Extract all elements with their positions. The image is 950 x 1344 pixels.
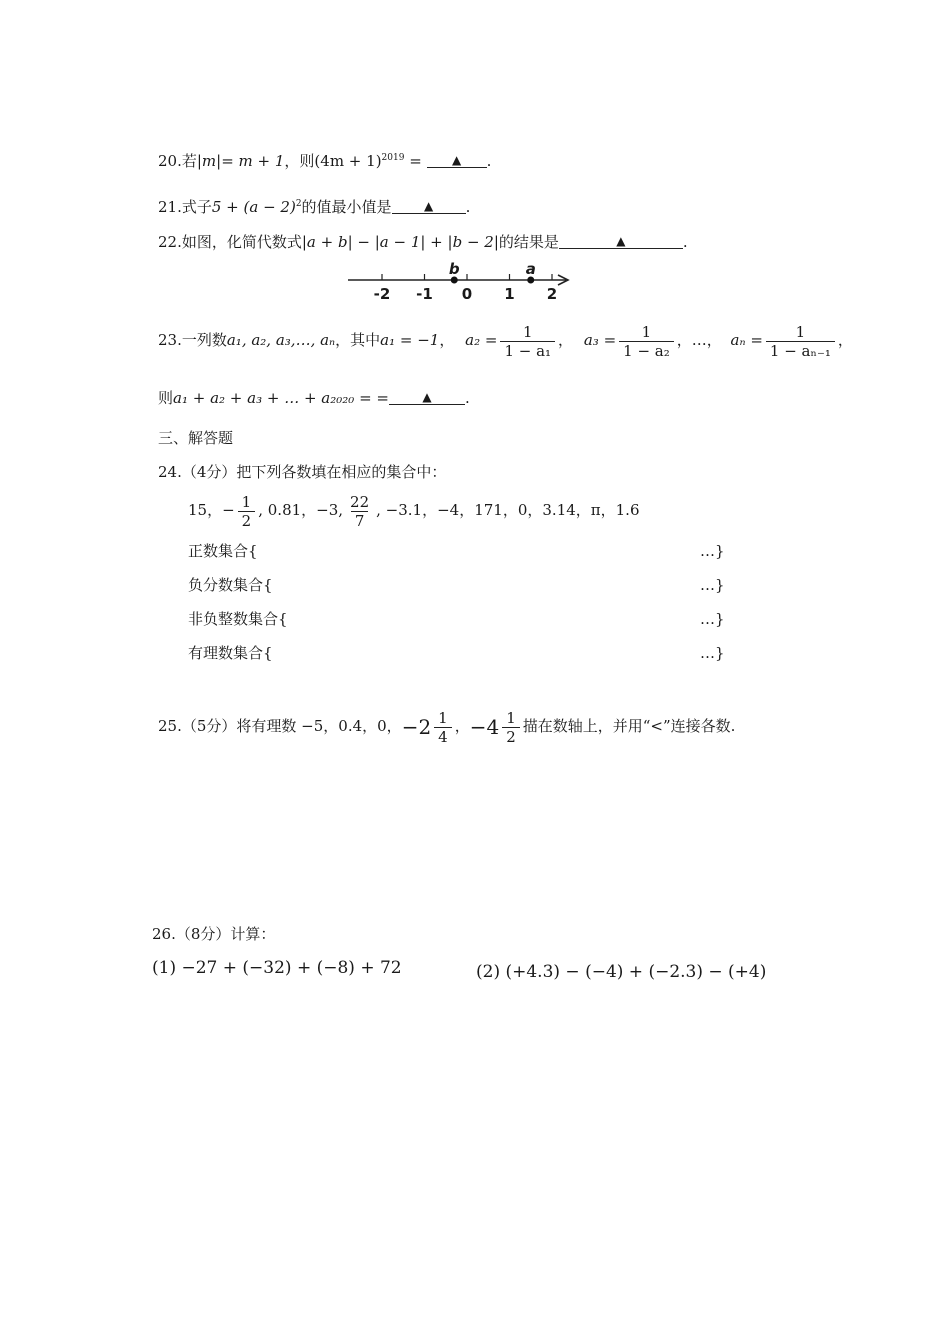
tick-label: -1 xyxy=(416,285,433,303)
q23-sequence: a₁, a₂, a₃,…, aₙ xyxy=(226,331,336,349)
fraction-numerator: 1 xyxy=(438,708,448,727)
tick-label: 0 xyxy=(461,285,473,303)
question-26-part2: (2) (+4.3) − (−4) + (−2.3) − (+4) xyxy=(476,962,767,982)
q20-condition: |m|= m + 1 xyxy=(196,152,285,170)
q24-nums-b: , 0.81，−3, xyxy=(258,501,344,519)
question-24-title: 24.（4分）把下列各数填在相应的集合中： xyxy=(158,463,447,481)
set-nonnegative-integer[interactable]: 非负整数集合{ xyxy=(188,610,288,628)
point-label-a: a xyxy=(525,260,536,278)
set-negative-fraction[interactable]: 负分数集合{ xyxy=(188,576,273,594)
set-rational-end: …} xyxy=(700,644,725,662)
fraction-denominator: 1 − a₂ xyxy=(619,341,674,360)
q23-a1: a₁ = −1 xyxy=(380,331,440,349)
set-nonnegative-integer-end: …} xyxy=(700,610,725,628)
q23-prefix: 23.一列数 xyxy=(158,331,227,349)
question-21 xyxy=(158,194,470,217)
q23-line2-prefix: 则 xyxy=(158,389,174,407)
triangle-marker-icon: ▲ xyxy=(423,199,434,213)
q23-a3-lhs: a₃ = xyxy=(583,331,617,349)
number-line-figure xyxy=(340,260,580,306)
set-positive-end: …} xyxy=(700,542,725,560)
question-23: 23.一列数a₁, a₂, a₃,…, aₙ，其中a₁ = −1， a₂ = $\frac{1}{\text{1 − a₁}}$ ， a₃ = $\frac{1}{\text{1 − a₂}}$ ，…， aₙ = $\frac{1}{\text{1 − aₙ₋₁}}$ ， xyxy=(158,322,853,360)
q24-minus: − xyxy=(222,501,235,519)
question-26-title: 26.（8分）计算： xyxy=(152,925,276,943)
q24-nums-c: , −3.1，−4，171，0，3.14，π，1.6 xyxy=(376,501,640,519)
q23-end: . xyxy=(464,389,470,407)
fraction-a2 xyxy=(500,323,555,360)
fraction-numerator: 1 xyxy=(795,322,806,341)
fraction-denominator: 1 − a₁ xyxy=(500,341,555,360)
fraction-numerator: 1 xyxy=(641,322,652,341)
tick-label: 2 xyxy=(546,285,558,303)
q25-suffix: 描在数轴上，并用“<”连接各数. xyxy=(522,717,736,735)
answer-blank[interactable] xyxy=(392,197,466,214)
fraction-one-half xyxy=(238,493,256,530)
q20-end: . xyxy=(486,152,492,170)
q23-a2-lhs: a₂ = xyxy=(465,331,498,349)
question-25: 25.（5分）将有理数 −5，0.4，0， −2 $\frac{1}{4}$ ， −4 $\frac{1}{2}$ 描在数轴上，并用“<”连接各数. xyxy=(158,708,736,746)
question-20 xyxy=(158,148,491,171)
set-positive[interactable]: 正数集合{ xyxy=(188,542,258,560)
point-label-b: b xyxy=(448,260,460,278)
q22-expr: |a + b| − |a − 1| + |b − 2| xyxy=(301,233,499,251)
q20-prefix: 20.若 xyxy=(158,152,197,170)
tick-label: -2 xyxy=(373,285,391,303)
answer-area-q26[interactable] xyxy=(150,1000,790,1300)
fraction-numerator: 22 xyxy=(350,492,370,511)
answer-blank[interactable] xyxy=(559,232,683,249)
q23-dots: ，…， xyxy=(676,331,722,349)
mixed-number-1 xyxy=(402,709,455,746)
q21-end: . xyxy=(465,198,471,216)
question-23-line2 xyxy=(158,388,470,408)
q25-prefix: 25.（5分）将有理数 −5，0.4，0， xyxy=(158,717,402,735)
triangle-marker-icon: ▲ xyxy=(451,153,462,167)
q23-sep: ，其中 xyxy=(335,331,381,349)
fraction-an xyxy=(766,323,835,360)
question-24-numbers xyxy=(188,492,640,530)
q20-eq: = xyxy=(404,152,427,170)
mixed-fraction xyxy=(502,709,520,746)
q21-exponent: 2 xyxy=(295,199,302,209)
fraction-numerator: 1 xyxy=(506,708,516,727)
q24-nums-a: 15， xyxy=(188,501,223,519)
fraction-a3 xyxy=(619,323,674,360)
q21-prefix: 21.式子 xyxy=(158,198,212,216)
answer-blank[interactable] xyxy=(389,388,465,405)
answer-area-q25[interactable] xyxy=(150,760,790,910)
q23-sum-expr: a₁ + a₂ + a₃ + … + a₂₀₂₀ = = xyxy=(173,389,389,407)
fraction-denominator: 4 xyxy=(434,727,452,746)
set-rational[interactable]: 有理数集合{ xyxy=(188,644,273,662)
q20-exponent: 2019 xyxy=(381,153,405,163)
q22-end: . xyxy=(682,233,688,251)
fraction-numerator: 1 xyxy=(522,322,533,341)
answer-blank[interactable] xyxy=(427,151,487,168)
tick-label: 1 xyxy=(504,285,515,303)
mixed-fraction xyxy=(434,709,452,746)
mixed-whole: −2 xyxy=(401,715,432,739)
mixed-number-2 xyxy=(470,709,523,746)
triangle-marker-icon: ▲ xyxy=(422,390,432,404)
q20-sep: ，则 xyxy=(284,152,315,170)
fraction-denominator: 2 xyxy=(238,511,256,530)
fraction-numerator: 1 xyxy=(241,492,252,511)
fraction-denominator: 1 − aₙ₋₁ xyxy=(766,341,835,360)
set-negative-fraction-end: …} xyxy=(700,576,725,594)
q22-prefix: 22.如图，化简代数式 xyxy=(158,233,302,251)
q21-expr: 5 + (a − 2) xyxy=(211,198,296,216)
fraction-22-7 xyxy=(346,493,373,530)
q22-suffix: 的结果是 xyxy=(498,233,559,251)
question-26-part1: (1) −27 + (−32) + (−8) + 72 xyxy=(152,958,402,978)
fraction-denominator: 2 xyxy=(502,727,520,746)
mixed-whole: −4 xyxy=(469,715,500,739)
q23-an-lhs: aₙ = xyxy=(730,331,763,349)
q21-suffix: 的值最小值是 xyxy=(301,198,392,216)
section-heading: 三、解答题 xyxy=(158,429,234,447)
triangle-marker-icon: ▲ xyxy=(616,234,626,248)
q20-expr: (4m + 1) xyxy=(314,152,382,170)
fraction-denominator: 7 xyxy=(351,511,369,530)
question-22 xyxy=(158,232,688,252)
